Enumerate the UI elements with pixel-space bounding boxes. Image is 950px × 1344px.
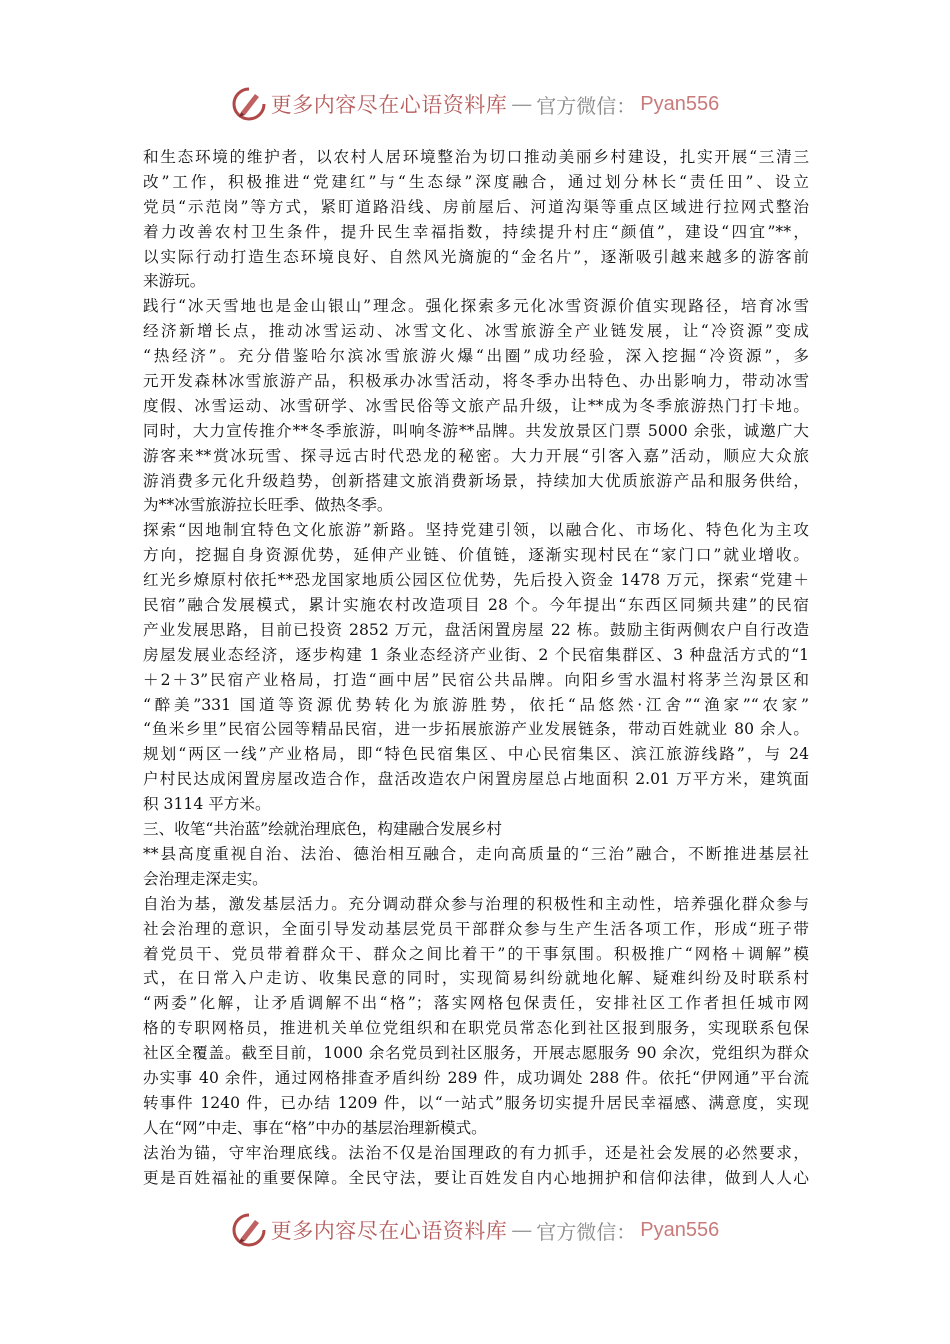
text-line: “醉美”331 国道等资源优势转化为旅游胜势，依托“品悠然·江舍”“渔家”“农家” bbox=[143, 695, 809, 714]
watermark-wechat-id: Pyan556 bbox=[640, 92, 720, 115]
text-line: 办实事 40 余件，通过网格排查矛盾纠纷 289 件，成功调处 288 件。依托“伊网通”平台流 bbox=[143, 1068, 809, 1087]
text-line: 以实际行动打造生态环境良好、自然风光旖旎的“金名片”，逐渐吸引越来越多的游客前 bbox=[143, 247, 809, 266]
text-line: 式，在日常入户走访、收集民意的同时，实现简易纠纷就地化解、疑难纠纷及时联系村 bbox=[143, 969, 809, 988]
watermark-wechat-label: 官方微信： bbox=[536, 1219, 637, 1244]
text-line: 着党员干、党员带着群众干、群众之间比着干”的干事氛围。积极推广“网格＋调解”模 bbox=[143, 944, 809, 963]
text-line: 转事件 1240 件，已办结 1209 件，以“一站式”服务切实提升居民幸福感、满意度，实现 bbox=[143, 1093, 809, 1112]
text-line: 度假、冰雪运动、冰雪研学、冰雪民俗等文旅产品升级，让**成为冬季旅游热门打卡地。 bbox=[143, 396, 809, 415]
pen-logo-icon bbox=[231, 86, 267, 122]
text-line: 践行“冰天雪地也是金山银山”理念。强化探索多元化冰雪资源价值实现路径，培育冰雪 bbox=[143, 297, 809, 316]
paragraph bbox=[143, 145, 809, 294]
text-line: 会治理走深走实。 bbox=[143, 869, 268, 888]
document-body bbox=[143, 145, 809, 1190]
watermark-wechat-label: 官方微信： bbox=[536, 93, 637, 118]
text-line: 社会治理的意识，全面引导发动基层党员干部群众参与生产生活各项工作，形成“班子带 bbox=[143, 919, 809, 938]
text-line: 来游玩。 bbox=[143, 272, 206, 291]
text-line: 同时，大力宣传推介**冬季旅游，叫响冬游**品牌。共发放景区门票 5000 余张，诚邀广大 bbox=[143, 421, 809, 440]
text-line: 三、收笔“共治蓝”绘就治理底色，构建融合发展乡村 bbox=[143, 820, 503, 839]
section-heading bbox=[143, 817, 809, 842]
watermark-header bbox=[0, 84, 950, 124]
text-line: 经济新增长点，推动冰雪运动、冰雪文化、冰雪旅游全产业链发展，让“冷资源”变成 bbox=[143, 322, 809, 341]
text-line: 为**冰雪旅游拉长旺季、做热冬季。 bbox=[143, 496, 393, 515]
paragraph bbox=[143, 892, 809, 1141]
text-line: 积 3114 平方米。 bbox=[143, 795, 271, 814]
text-line: “鱼米乡里”民宿公园等精品民宿，进一步拓展旅游产业发展链条，带动百姓就业 80 余人。 bbox=[143, 720, 809, 739]
text-line: 民宿”融合发展模式，累计实施农村改造项目 28 个。今年提出“东西区同频共建”的民宿 bbox=[143, 596, 809, 615]
pen-logo-icon bbox=[231, 1212, 267, 1248]
text-line: 改”工作，积极推进“党建红”与“生态绿”深度融合，通过划分林长“责任田”、设立 bbox=[143, 172, 809, 191]
paragraph bbox=[143, 1141, 809, 1191]
text-line: 方向，挖掘自身资源优势，延伸产业链、价值链，逐渐实现村民在“家门口”就业增收。 bbox=[143, 546, 809, 565]
text-line: 党员“示范岗”等方式，紧盯道路沿线、房前屋后、河道沟渠等重点区域进行拉网式整治 bbox=[143, 197, 809, 216]
text-line: “两委”化解，让矛盾调解不出“格”；落实网格包保责任，安排社区工作者担任城市网 bbox=[143, 994, 809, 1013]
text-line: 着力改善农村卫生条件，提升民生幸福指数，持续提升村庄“颜值”，建设“四宜”**， bbox=[143, 222, 809, 241]
text-line: 社区全覆盖。截至目前，1000 余名党员到社区服务，开展志愿服务 90 余次，党组织为群众 bbox=[143, 1044, 809, 1063]
watermark-wechat-id: Pyan556 bbox=[640, 1218, 720, 1241]
paragraph bbox=[143, 294, 809, 518]
text-line: 探索“因地制宜特色文化旅游”新路。坚持党建引领，以融合化、市场化、特色化为主攻 bbox=[143, 521, 809, 540]
text-line: 产业发展思路，目前已投资 2852 万元，盘活闲置房屋 22 栋。鼓励主街两侧农户自行改造 bbox=[143, 620, 809, 639]
text-line: 元开发森林冰雪旅游产品，积极承办冰雪活动，将冬季办出特色、办出影响力，带动冰雪 bbox=[143, 372, 809, 391]
text-line: 人在“网”中走、事在“格”中办的基层治理新模式。 bbox=[143, 1118, 487, 1137]
watermark-footer bbox=[0, 1210, 950, 1250]
text-line: 游客来**赏冰玩雪、探寻远古时代恐龙的秘密。大力开展“引客入嘉”活动，顺应大众旅 bbox=[143, 446, 809, 465]
text-line: ＋2＋3”民宿产业格局，打造“画中居”民宿公共品牌。向阳乡雪水温村将茅兰沟景区和 bbox=[143, 670, 809, 689]
watermark-dash: — bbox=[511, 92, 533, 116]
text-line: 自治为基，激发基层活力。充分调动群众参与治理的积极性和主动性，培养强化群众参与 bbox=[143, 894, 809, 913]
watermark-dash: — bbox=[511, 1218, 533, 1242]
text-line: 更是百姓福祉的重要保障。全民守法，要让百姓发自内心地拥护和信仰法律，做到人人心 bbox=[143, 1168, 809, 1187]
text-line: “热经济”。充分借鉴哈尔滨冰雪旅游火爆“出圈”成功经验，深入挖掘“冷资源”，多 bbox=[143, 347, 809, 366]
text-line: 户村民达成闲置房屋改造合作，盘活改造农户闲置房屋总占地面积 2.01 万平方米，建筑面 bbox=[143, 770, 809, 789]
text-line: 房屋发展业态经济，逐步构建 1 条业态经济产业街、2 个民宿集群区、3 种盘活方式的“1 bbox=[143, 645, 809, 664]
watermark-site-text: 更多内容尽在心语资料库 bbox=[270, 1219, 508, 1243]
paragraph bbox=[143, 518, 809, 817]
text-line: 格的专职网格员，推进机关单位党组织和在职党员常态化到社区报到服务，实现联系包保 bbox=[143, 1019, 809, 1038]
text-line: 游消费多元化升级趋势，创新搭建文旅消费新场景，持续加大优质旅游产品和服务供给， bbox=[143, 471, 809, 490]
text-line: 红光乡燎原村依托**恐龙国家地质公园区位优势，先后投入资金 1478 万元，探索“党建＋ bbox=[143, 571, 809, 590]
text-line: **县高度重视自治、法治、德治相互融合，走向高质量的“三治”融合，不断推进基层社 bbox=[143, 844, 809, 863]
text-line: 法治为锚，守牢治理底线。法治不仅是治国理政的有力抓手，还是社会发展的必然要求， bbox=[143, 1143, 809, 1162]
text-line: 和生态环境的维护者，以农村人居环境整治为切口推动美丽乡村建设，扎实开展“三清三 bbox=[143, 148, 809, 166]
text-line: 规划“两区一线”产业格局，即“特色民宿集区、中心民宿集区、滨江旅游线路”，与 24 bbox=[143, 745, 809, 764]
watermark-site-text: 更多内容尽在心语资料库 bbox=[270, 93, 508, 117]
paragraph bbox=[143, 842, 809, 892]
